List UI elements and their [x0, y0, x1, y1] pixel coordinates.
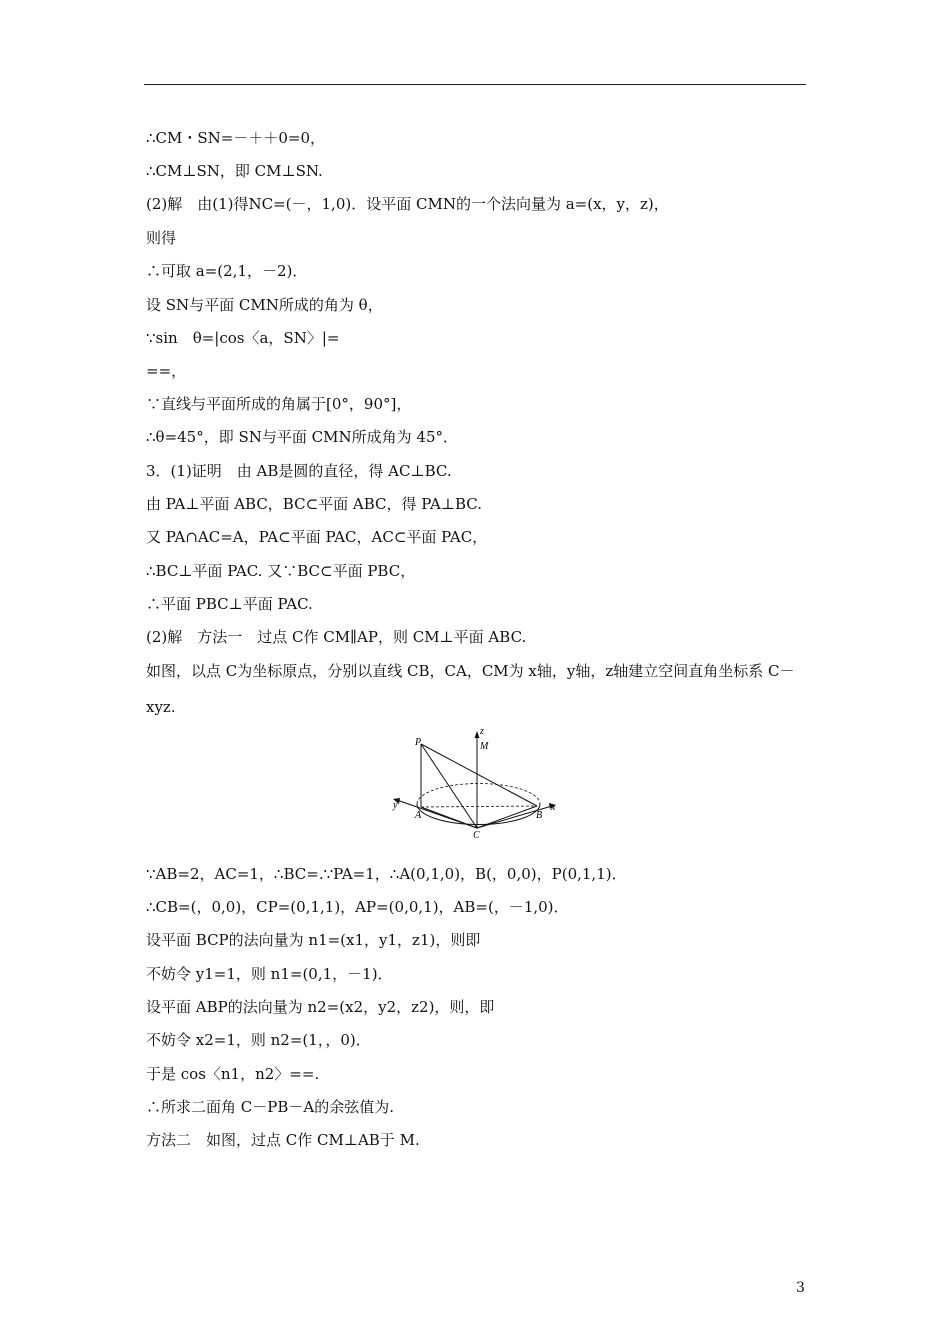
text-line: 3．(1)证明 由 AB是圆的直径，得 AC⊥BC.: [146, 462, 452, 480]
text-line: 如图，以点 C为坐标原点，分别以直线 CB，CA，CM为 x轴，y轴，z轴建立空间直角坐标系 C－: [146, 662, 795, 680]
label-x: x: [551, 802, 556, 813]
text-line: ∵sin θ=|cos〈a，SN〉|=: [146, 329, 340, 347]
text-line: ∴平面 PBC⊥平面 PAC.: [146, 595, 313, 613]
text-line: ∴θ=45°，即 SN与平面 CMN所成角为 45°．: [146, 428, 458, 446]
text-line: (2)解 方法一 过点 C作 CM∥AP，则 CM⊥平面 ABC.: [146, 628, 527, 646]
text-line: 不妨令 x2=1，则 n2=(1，，0)．: [146, 1031, 371, 1049]
text-line: 由 PA⊥平面 ABC，BC⊂平面 ABC，得 PA⊥BC.: [146, 495, 482, 513]
text-line: ∴CB=(，0,0)，CP=(0,1,1)，AP=(0,0,1)，AB=(，－1,0)．: [146, 898, 569, 916]
text-line: 则得: [146, 229, 177, 247]
text-line: 不妨令 y1=1，则 n1=(0,1，－1)．: [146, 965, 393, 983]
text-line: ∴BC⊥平面 PAC. 又∵BC⊂平面 PBC，: [146, 562, 416, 580]
label-a: A: [415, 810, 422, 821]
text-line: 设 SN与平面 CMN所成的角为 θ，: [146, 296, 383, 314]
text-line: 方法二 如图，过点 C作 CM⊥AB于 M.: [146, 1131, 420, 1149]
text-line: xyz.: [146, 698, 176, 716]
label-p: P: [415, 737, 422, 748]
label-y: y: [393, 800, 398, 811]
text-line: ∴所求二面角 C－PB－A的余弦值为.: [146, 1098, 394, 1116]
label-z: z: [480, 726, 484, 737]
cone-coordinate-figure: [385, 724, 565, 844]
label-c: C: [473, 830, 480, 841]
header-rule: [144, 84, 806, 85]
label-m: M: [480, 741, 489, 752]
text-line: 设平面 BCP的法向量为 n1=(x1，y1，z1)，则即: [146, 931, 481, 949]
page-number: 3: [796, 1280, 805, 1296]
text-line: ∴CM・SN=－＋＋0=0，: [146, 129, 326, 147]
label-b: B: [536, 810, 543, 821]
text-line: (2)解 由(1)得NC=(－，1,0)．设平面 CMN的一个法向量为 a=(x，y，z)，: [146, 195, 669, 213]
text-line: ∴CM⊥SN，即 CM⊥SN.: [146, 162, 323, 180]
text-line: 又 PA∩AC=A，PA⊂平面 PAC，AC⊂平面 PAC，: [146, 528, 488, 546]
text-line: 设平面 ABP的法向量为 n2=(x2，y2，z2)，则，即: [146, 998, 495, 1016]
text-line: ∵直线与平面所成的角属于[0°，90°]，: [146, 395, 412, 413]
text-line: ==，: [146, 362, 187, 380]
text-line: ∴可取 a=(2,1，－2)．: [146, 262, 308, 280]
text-line: ∵AB=2，AC=1，∴BC=.∵PA=1，∴A(0,1,0)，B(，0,0)，P(0,1,1)．: [146, 865, 627, 883]
text-line: 于是 cos〈n1，n2〉==.: [146, 1065, 320, 1083]
